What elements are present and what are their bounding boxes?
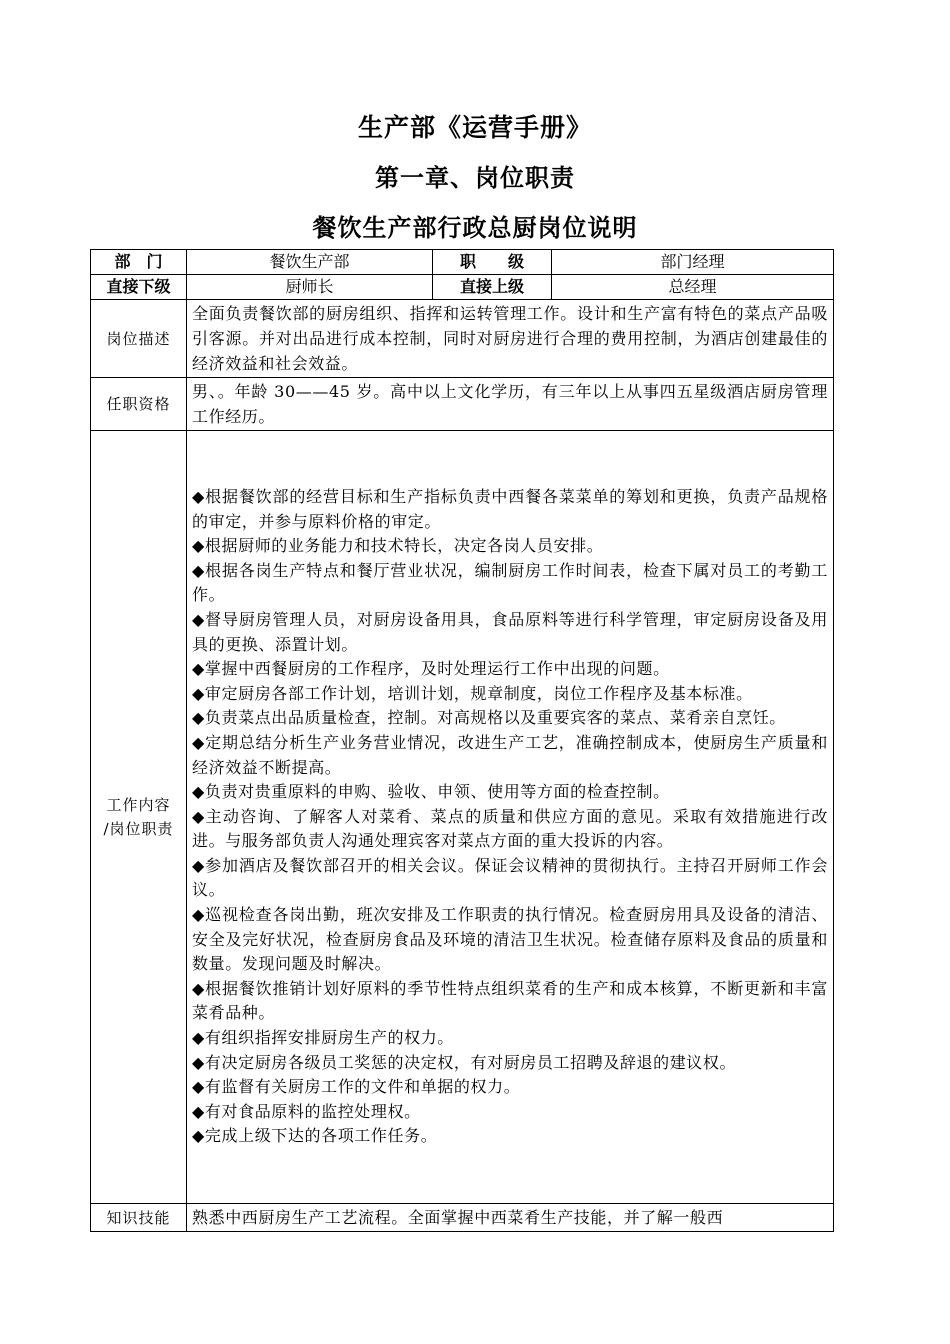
table-row (91, 250, 834, 275)
table-row (91, 275, 834, 300)
list-item: ◆负责对贵重原料的申购、验收、申领、使用等方面的检查控制。 (192, 782, 670, 802)
subordinate-value: 厨师长 (187, 275, 433, 300)
list-item: ◆定期总结分析生产业务营业情况，改进生产工艺，准确控制成本，使厨房生产质量和经济效益不断提高。 (192, 732, 828, 777)
list-item: ◆督导厨房管理人员，对厨房设备用具，食品原料等进行科学管理，审定厨房设备及用具的更换、添置计划。 (192, 609, 828, 654)
rank-label: 职 级 (433, 250, 552, 275)
list-item: ◆有监督有关厨房工作的文件和单据的权力。 (192, 1077, 521, 1097)
department-value: 餐饮生产部 (187, 250, 433, 275)
superior-label: 直接上级 (433, 275, 552, 300)
duties-label-line-1: 工作内容 (106, 796, 171, 814)
duties-list (187, 431, 834, 1204)
chapter-title: 第一章、岗位职责 (375, 163, 575, 192)
list-item: ◆有组织指挥安排厨房生产的权力。 (192, 1028, 454, 1048)
description-label: 岗位描述 (91, 300, 187, 378)
list-item: ◆巡视检查各岗出勤，班次安排及工作职责的执行情况。检查厨房用具及设备的清洁、安全及完好状况，检查厨房食品及环境的清洁卫生状况。检查储存原料及食品的质量和数量。发现问题及时解决。 (192, 905, 828, 974)
list-item: ◆根据各岗生产特点和餐厅营业状况，编制厨房工作时间表，检查下属对员工的考勤工作。 (192, 560, 828, 605)
table-row (91, 378, 834, 431)
list-item: ◆有决定厨房各级员工奖惩的决定权，有对厨房员工招聘及辞退的建议权。 (192, 1052, 737, 1072)
duties-label-line-2: /岗位职责 (103, 820, 174, 838)
skills-text: 熟悉中西厨房生产工艺流程。全面掌握中西菜肴生产技能，并了解一般西 (187, 1204, 834, 1232)
list-item: ◆参加酒店及餐饮部召开的相关会议。保证会议精神的贯彻执行。主持召开厨师工作会议。 (192, 855, 828, 900)
duties-label (91, 431, 187, 1204)
table-row (91, 1204, 834, 1232)
qualification-label: 任职资格 (91, 378, 187, 431)
list-item: ◆主动咨询、了解客人对菜肴、菜点的质量和供应方面的意见。采取有效措施进行改进。与服务部负责人沟通处理宾客对菜点方面的重大投诉的内容。 (192, 806, 828, 851)
list-item: ◆根据厨师的业务能力和技术特长，决定各岗人员安排。 (192, 536, 604, 556)
list-item: ◆根据餐饮推销计划好原料的季节性特点组织菜肴的生产和成本核算，不断更新和丰富菜肴品种。 (192, 978, 828, 1023)
qualification-text: 男、。年龄 30——45 岁。高中以上文化学历，有三年以上从事四五星级酒店厨房管理工作经历。 (187, 378, 834, 431)
job-description-table (90, 249, 834, 1232)
list-item: ◆掌握中西餐厨房的工作程序，及时处理运行工作中出现的问题。 (192, 659, 670, 679)
rank-value: 部门经理 (552, 250, 834, 275)
section-title: 餐饮生产部行政总厨岗位说明 (312, 213, 638, 242)
document-title: 生产部《运营手册》 (357, 113, 592, 142)
table-row (91, 431, 834, 1204)
department-label: 部 门 (91, 250, 187, 275)
description-text: 全面负责餐饮部的厨房组织、指挥和运转管理工作。设计和生产富有特色的菜点产品吸引客源。并对出品进行成本控制，同时对厨房进行合理的费用控制，为酒店创建最佳的经济效益和社会效益。 (187, 300, 834, 378)
list-item: ◆有对食品原料的监控处理权。 (192, 1101, 421, 1121)
list-item: ◆完成上级下达的各项工作任务。 (192, 1126, 438, 1146)
list-item: ◆负责菜点出品质量检查，控制。对高规格以及重要宾客的菜点、菜肴亲自烹饪。 (192, 708, 786, 728)
subordinate-label: 直接下级 (91, 275, 187, 300)
list-item: ◆根据餐饮部的经营目标和生产指标负责中西餐各菜菜单的筹划和更换，负责产品规格的审定，并参与原料价格的审定。 (192, 486, 828, 531)
superior-value: 总经理 (552, 275, 834, 300)
skills-label: 知识技能 (91, 1204, 187, 1232)
list-item: ◆审定厨房各部工作计划，培训计划，规章制度，岗位工作程序及基本标准。 (192, 683, 753, 703)
table-row (91, 300, 834, 378)
